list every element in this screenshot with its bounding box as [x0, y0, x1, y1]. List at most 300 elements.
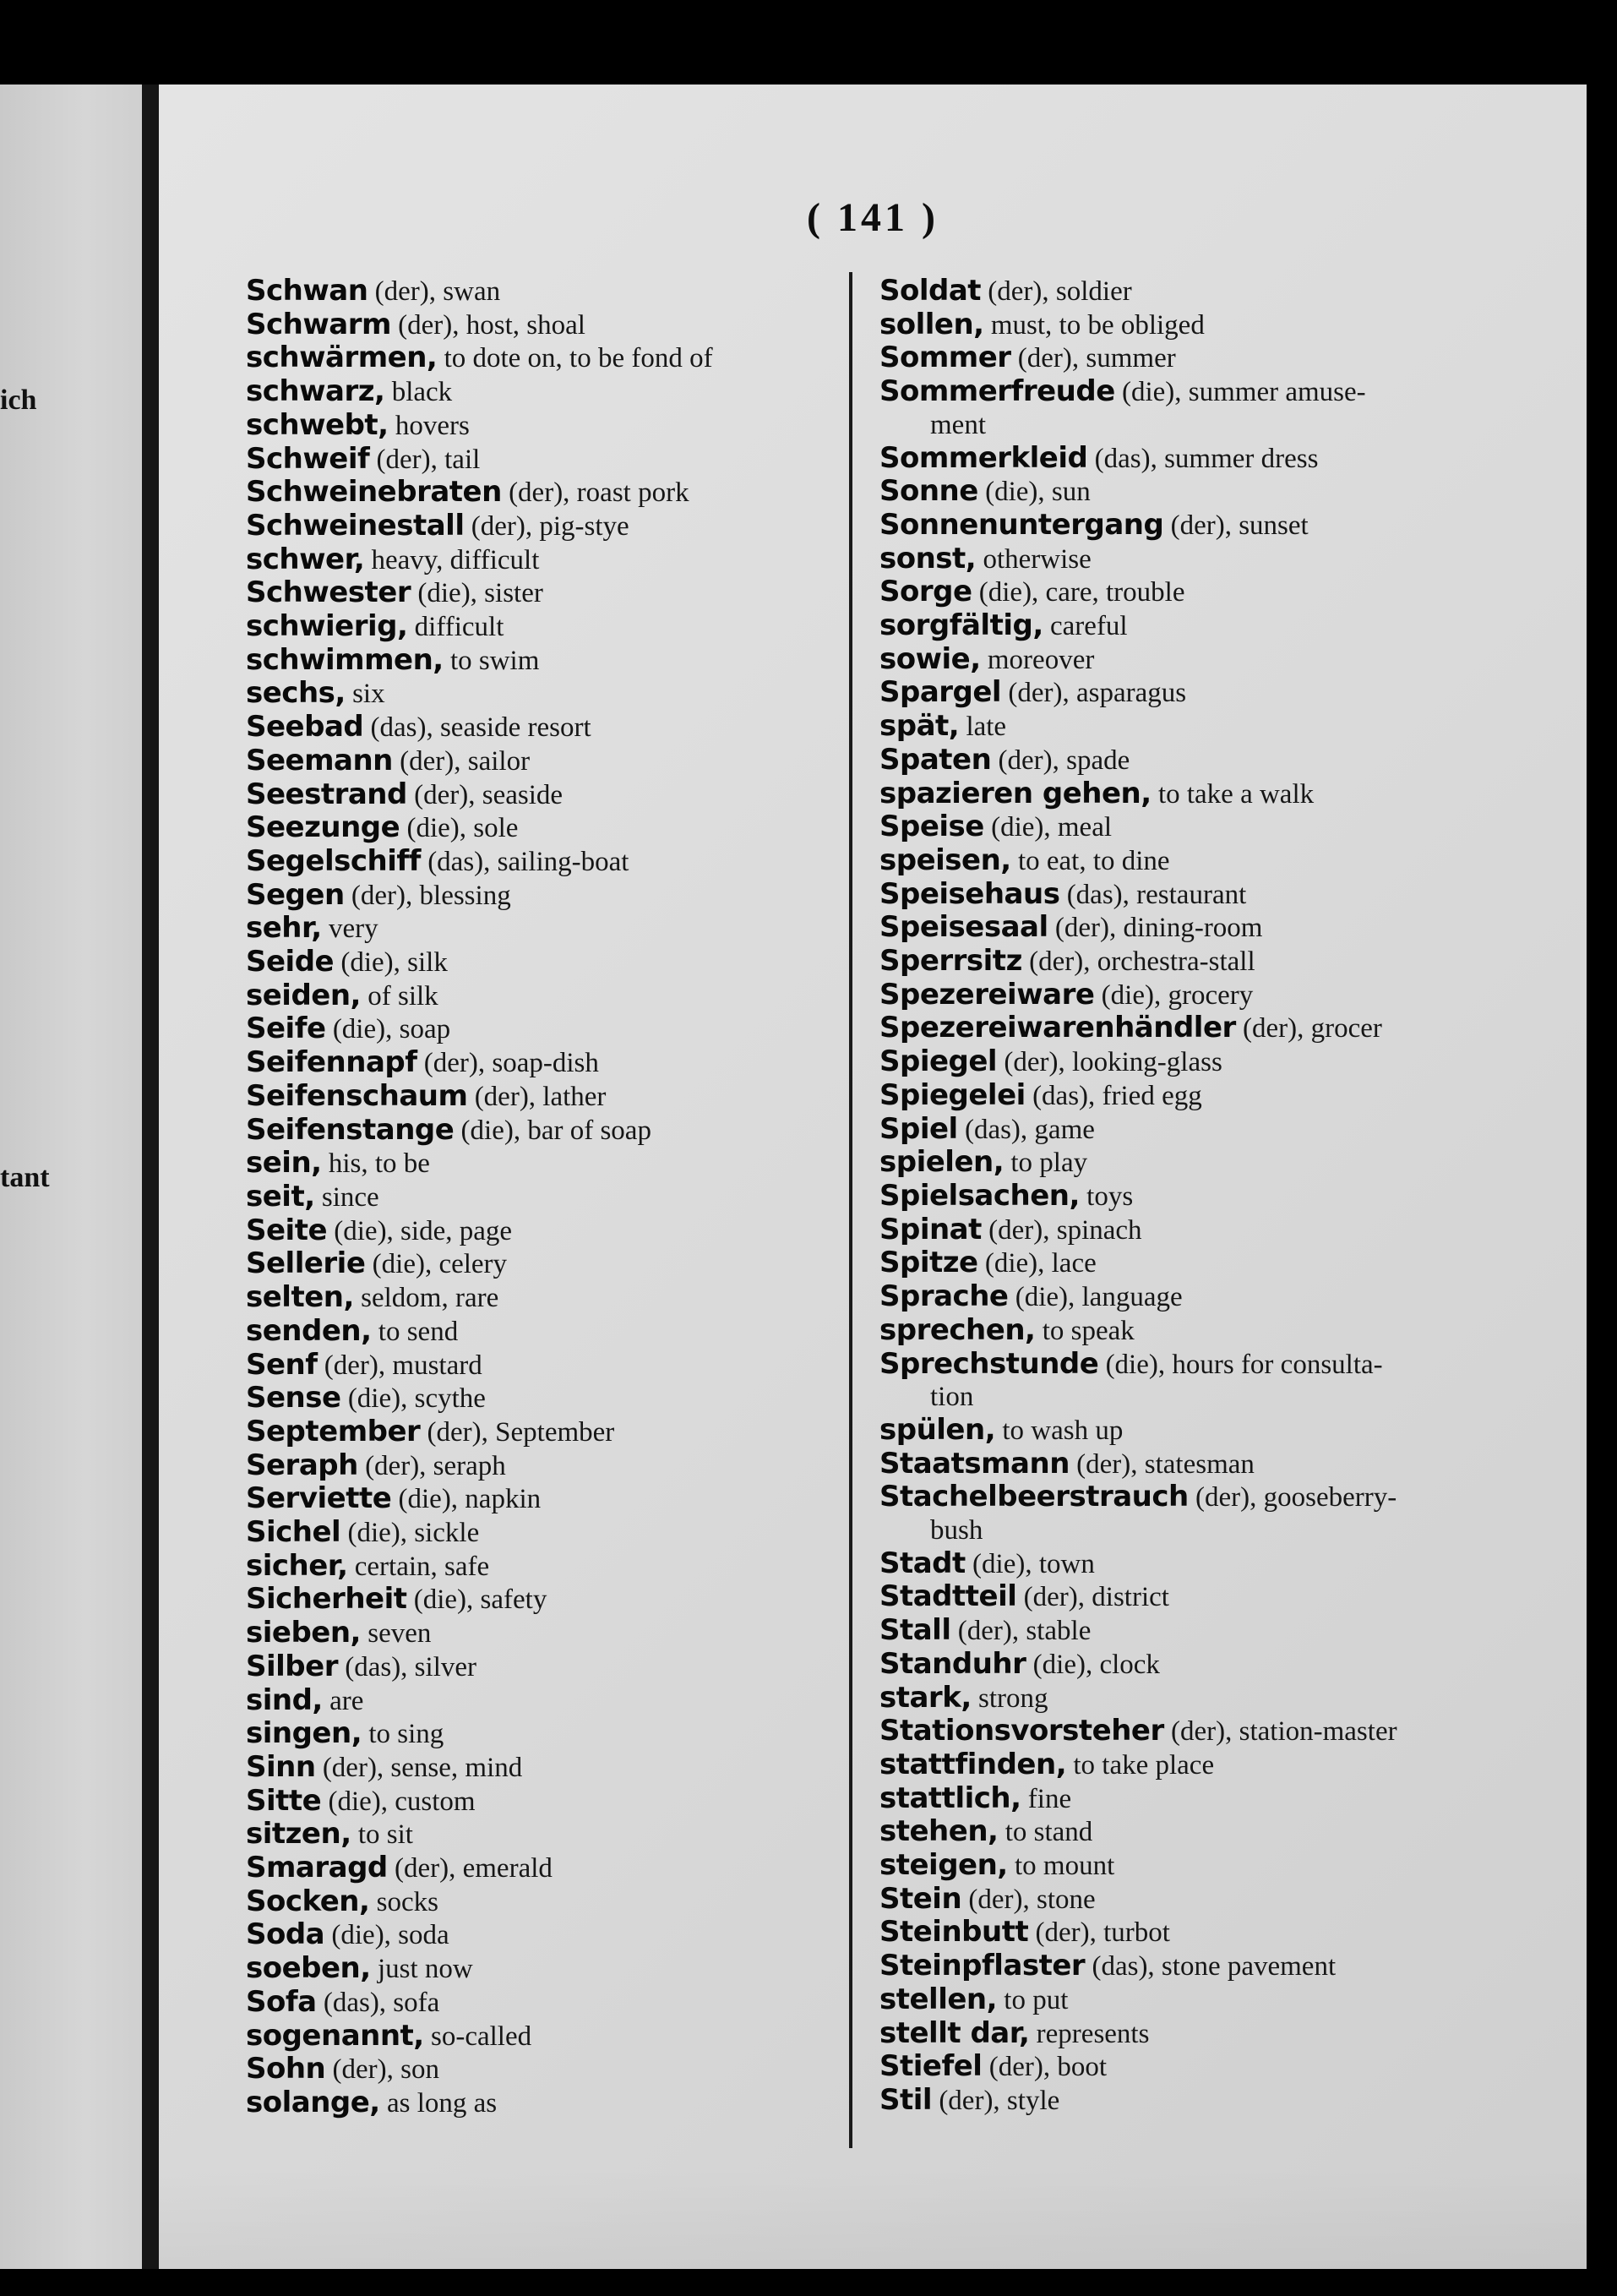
dictionary-entry: [246, 811, 871, 845]
entry-headword: Schweinestall: [246, 508, 465, 543]
entry-definition: (der), roast pork: [501, 477, 689, 509]
entry-definition: (die), soap: [325, 1014, 451, 1045]
entry-headword: Sperrsitz: [879, 944, 1022, 979]
entry-definition: just now: [370, 1954, 473, 1985]
entry-definition: (der), lather: [467, 1081, 607, 1112]
entry-definition: (das), seaside resort: [363, 712, 591, 744]
dictionary-entry: [246, 778, 871, 812]
dictionary-entry: [879, 375, 1505, 441]
entry-headword: sorgfältig,: [879, 608, 1043, 643]
entry-definition: six: [345, 679, 385, 710]
dictionary-entry: [879, 1448, 1505, 1481]
entry-headword: sonst,: [879, 541, 977, 575]
entry-headword: spazieren gehen,: [879, 776, 1152, 810]
entry-headword: Spinat: [879, 1212, 982, 1246]
entry-definition: otherwise: [976, 543, 1092, 575]
entry-definition: so-called: [423, 2021, 532, 2052]
entry-headword: Soldat: [879, 274, 982, 308]
entry-definition: (die), soda: [324, 1920, 449, 1951]
entry-headword: Silber: [246, 1649, 338, 1683]
entry-headword: sitzen,: [246, 1817, 351, 1852]
entry-headword: Speisehaus: [879, 876, 1060, 911]
page-shading: [159, 2168, 1587, 2269]
entry-definition: (der), stable: [950, 1616, 1092, 1647]
entry-definition: (der), turbot: [1028, 1917, 1170, 1949]
entry-definition: (die), sister: [411, 578, 543, 609]
dictionary-entry: [246, 275, 871, 308]
dictionary-entry: [246, 946, 871, 979]
entry-definition: (der), sunset: [1163, 510, 1309, 541]
entry-continuation: bush: [930, 1515, 983, 1546]
entry-definition: (der), seraph: [357, 1450, 506, 1481]
dictionary-entry: [879, 1146, 1505, 1180]
entry-headword: Seide: [246, 945, 335, 979]
dictionary-entry: [879, 1815, 1505, 1849]
dictionary-entry: [879, 1246, 1505, 1280]
entry-definition: (die), town: [965, 1548, 1095, 1579]
entry-definition: (das), summer dress: [1087, 443, 1319, 474]
entry-definition: (der), grocer: [1235, 1013, 1382, 1044]
entry-definition: (die), hours for consulta-: [1098, 1349, 1383, 1380]
dictionary-entry: [246, 1114, 871, 1148]
entry-definition: (das), restaurant: [1059, 879, 1247, 910]
entry-definition: (der), summer: [1010, 343, 1176, 374]
entry-headword: Seifennapf: [246, 1045, 417, 1080]
dictionary-entry: [246, 2020, 871, 2053]
entry-headword: Senf: [246, 1347, 318, 1382]
entry-definition: (der), orchestra-stall: [1021, 946, 1255, 978]
entry-definition: (der), mustard: [317, 1350, 482, 1381]
entry-headword: schwierig,: [246, 609, 408, 644]
entry-definition: (die), napkin: [391, 1484, 542, 1515]
entry-headword: Sommerkleid: [879, 440, 1088, 475]
dictionary-entry: [879, 442, 1505, 476]
entry-headword: stattfinden,: [879, 1747, 1067, 1781]
dictionary-entry: [246, 644, 871, 678]
previous-page-edge: [0, 85, 142, 2269]
entry-definition: very: [321, 913, 378, 945]
dictionary-entry: [879, 2084, 1505, 2118]
entry-definition: (die), sickle: [340, 1518, 480, 1549]
dictionary-entry: [246, 1550, 871, 1584]
dictionary-entry: [246, 1617, 871, 1650]
book-gutter: [142, 85, 159, 2269]
dictionary-entry: [246, 1315, 871, 1349]
entry-headword: Schwester: [246, 575, 411, 610]
dictionary-entry: [246, 543, 871, 577]
dictionary-entry: [879, 275, 1505, 308]
dictionary-entry: [879, 1682, 1505, 1715]
entry-definition: to take a walk: [1151, 778, 1315, 810]
dictionary-entry: [879, 676, 1505, 710]
dictionary-entry: [246, 375, 871, 409]
dictionary-entry: [246, 677, 871, 711]
entry-definition: seldom, rare: [353, 1283, 499, 1314]
entry-definition: must, to be obliged: [983, 309, 1205, 341]
entry-headword: Spaten: [879, 742, 992, 777]
entry-definition: to send: [371, 1316, 459, 1347]
dictionary-entry: [246, 576, 871, 610]
dictionary-entry: [879, 643, 1505, 677]
entry-headword: sicher,: [246, 1548, 348, 1583]
entry-headword: selten,: [246, 1280, 354, 1315]
dictionary-entry: [246, 1818, 871, 1852]
entry-headword: Sinn: [246, 1749, 316, 1784]
entry-definition: (der), spade: [991, 744, 1130, 776]
dictionary-entry: [246, 1281, 871, 1315]
entry-headword: stellen,: [879, 1982, 998, 2016]
entry-headword: Stadt: [879, 1546, 966, 1580]
dictionary-entry: [879, 1414, 1505, 1448]
entry-definition: heavy, difficult: [364, 544, 540, 575]
entry-headword: stark,: [879, 1680, 972, 1715]
entry-definition: his, to be: [321, 1148, 430, 1180]
entry-headword: Seemann: [246, 743, 393, 777]
dictionary-entry: [246, 1785, 871, 1819]
left-column: [246, 275, 871, 2120]
dictionary-entry: [879, 1883, 1505, 1917]
dictionary-entry: [879, 308, 1505, 342]
dictionary-entry: [246, 1516, 871, 1550]
entry-headword: Seife: [246, 1012, 326, 1046]
entry-definition: (der), gooseberry-: [1188, 1482, 1397, 1513]
entry-definition: (die), celery: [365, 1249, 508, 1280]
entry-headword: sprechen,: [879, 1312, 1036, 1347]
dictionary-entry: [879, 777, 1505, 811]
entry-headword: Sprache: [879, 1279, 1009, 1314]
dictionary-entry: [879, 475, 1505, 509]
dictionary-entry: [246, 2053, 871, 2086]
entry-headword: Sense: [246, 1381, 341, 1415]
dictionary-entry: [879, 1213, 1505, 1247]
entry-definition: to swim: [443, 645, 540, 676]
entry-definition: (die), care, trouble: [972, 577, 1185, 608]
entry-headword: schwärmen,: [246, 341, 438, 375]
entry-definition: (der), swan: [368, 276, 501, 307]
entry-definition: (die), silk: [334, 947, 448, 979]
dictionary-entry: [246, 1918, 871, 1952]
dictionary-entry: [879, 1715, 1505, 1748]
entry-headword: Segelschiff: [246, 843, 421, 878]
entry-headword: senden,: [246, 1313, 372, 1348]
entry-definition: (das), fried egg: [1025, 1080, 1202, 1111]
dictionary-entry: [879, 2017, 1505, 2051]
entry-definition: (der), dining-room: [1048, 913, 1263, 944]
entry-headword: spät,: [879, 709, 960, 744]
entry-definition: (die), bar of soap: [454, 1115, 651, 1146]
entry-headword: Sonnenuntergang: [879, 507, 1164, 542]
previous-page-fragment: tant: [0, 1162, 50, 1193]
entry-headword: Schwan: [246, 274, 368, 308]
entry-headword: Seifenschaum: [246, 1078, 468, 1113]
entry-definition: are: [322, 1685, 364, 1716]
entry-headword: Schweinebraten: [246, 475, 502, 510]
entry-definition: (der), stone: [961, 1884, 1096, 1915]
dictionary-entry: [246, 1012, 871, 1046]
entry-headword: sechs,: [246, 676, 346, 711]
dictionary-entry: [246, 1751, 871, 1785]
dictionary-entry: [246, 1349, 871, 1383]
entry-definition: to speak: [1035, 1315, 1135, 1346]
entry-headword: Spielsachen,: [879, 1178, 1080, 1213]
entry-definition: (die), side, page: [327, 1215, 513, 1246]
dictionary-entry: [246, 879, 871, 913]
entry-definition: (der), host, shoal: [390, 309, 585, 341]
entry-headword: spülen,: [879, 1412, 996, 1447]
entry-headword: sehr,: [246, 911, 322, 946]
dictionary-entry: [879, 1481, 1505, 1546]
entry-headword: Segen: [246, 877, 345, 912]
entry-headword: Seestrand: [246, 777, 407, 811]
dictionary-entry: [246, 510, 871, 543]
dictionary-page: [159, 85, 1587, 2269]
dictionary-entry: [246, 1181, 871, 1214]
entry-definition: as long as: [379, 2087, 498, 2119]
dictionary-entry: [246, 744, 871, 778]
entry-headword: sind,: [246, 1682, 323, 1717]
entry-headword: Sellerie: [246, 1246, 366, 1281]
entry-definition: to stand: [998, 1817, 1093, 1848]
entry-headword: Stein: [879, 1881, 962, 1916]
entry-headword: Steinbutt: [879, 1915, 1029, 1950]
dictionary-entry: [246, 1852, 871, 1885]
dictionary-entry: [879, 911, 1505, 945]
entry-definition: socks: [369, 1886, 438, 1917]
dictionary-entry: [246, 1382, 871, 1415]
dictionary-entry: [246, 308, 871, 342]
entry-continuation: tion: [930, 1382, 974, 1413]
dictionary-entry: [879, 1648, 1505, 1682]
entry-definition: fine: [1021, 1783, 1072, 1814]
entry-definition: strong: [971, 1682, 1048, 1714]
dictionary-entry: [879, 1045, 1505, 1079]
entry-headword: Socken,: [246, 1884, 370, 1918]
dictionary-entry: [246, 1080, 871, 1114]
entry-definition: (die), lace: [977, 1248, 1097, 1279]
dictionary-entry: [879, 1782, 1505, 1816]
entry-headword: sogenannt,: [246, 2018, 424, 2053]
entry-headword: Spiegelei: [879, 1077, 1026, 1112]
dictionary-entry: [246, 443, 871, 477]
entry-definition: (der), tail: [369, 444, 481, 475]
entry-headword: Spiel: [879, 1111, 958, 1146]
entry-headword: solange,: [246, 2085, 380, 2119]
entry-headword: Stall: [879, 1613, 951, 1648]
entry-headword: Sommerfreude: [879, 374, 1115, 409]
entry-definition: represents: [1029, 2018, 1150, 2049]
entry-definition: difficult: [407, 612, 504, 643]
entry-definition: (die), sun: [977, 477, 1091, 508]
entry-headword: schwimmen,: [246, 642, 444, 677]
entry-definition: (der), looking-glass: [997, 1047, 1222, 1078]
entry-definition: (der), soldier: [981, 276, 1132, 307]
dictionary-entry: [879, 1983, 1505, 2017]
dictionary-entry: [879, 1180, 1505, 1213]
entry-definition: (die), grocery: [1094, 979, 1254, 1011]
dictionary-entry: [879, 744, 1505, 777]
entry-headword: Seebad: [246, 710, 364, 744]
entry-definition: (die), custom: [321, 1786, 476, 1817]
dictionary-entry: [246, 476, 871, 510]
dictionary-entry: [879, 543, 1505, 576]
entry-definition: to eat, to dine: [1010, 845, 1170, 876]
entry-headword: Standuhr: [879, 1646, 1026, 1681]
dictionary-entry: [246, 1449, 871, 1483]
entry-headword: spielen,: [879, 1145, 1004, 1180]
entry-definition: to mount: [1007, 1851, 1115, 1882]
dictionary-entry: [879, 575, 1505, 609]
entry-definition: to sit: [351, 1819, 413, 1851]
dictionary-entry: [246, 1717, 871, 1751]
entry-headword: Seite: [246, 1213, 328, 1247]
dictionary-entry: [879, 844, 1505, 878]
entry-definition: (der), style: [932, 2085, 1060, 2116]
dictionary-entry: [246, 610, 871, 644]
dictionary-entry: [246, 341, 871, 375]
dictionary-entry: [879, 1748, 1505, 1782]
dictionary-entry: [879, 710, 1505, 744]
entry-definition: (der), emerald: [387, 1853, 553, 1884]
entry-definition: (die), summer amuse-: [1114, 377, 1366, 408]
entry-definition: since: [314, 1181, 379, 1213]
dictionary-entry: [879, 1950, 1505, 1983]
entry-headword: Seifenstange: [246, 1112, 455, 1147]
entry-definition: (der), station-master: [1163, 1716, 1397, 1748]
entry-definition: (der), son: [325, 2054, 439, 2086]
dictionary-entry: [246, 1482, 871, 1516]
entry-definition: (das), stone pavement: [1085, 1951, 1337, 1982]
entry-headword: Smaragd: [246, 1851, 388, 1885]
entry-definition: (der), blessing: [344, 880, 511, 911]
entry-headword: Stiefel: [879, 2049, 983, 2084]
dictionary-entry: [879, 609, 1505, 643]
entry-headword: Sitte: [246, 1783, 322, 1818]
entry-headword: Speisesaal: [879, 910, 1048, 945]
dictionary-entry: [246, 1952, 871, 1986]
page-number: ( 141 ): [807, 195, 939, 240]
entry-headword: Sohn: [246, 2052, 326, 2086]
entry-headword: Seraph: [246, 1448, 358, 1482]
dictionary-entry: [246, 1650, 871, 1684]
entry-headword: Spezereiware: [879, 977, 1095, 1012]
entry-definition: late: [959, 712, 1007, 743]
entry-definition: (der), pig-stye: [464, 510, 629, 542]
dictionary-entry: [879, 1348, 1505, 1414]
entry-definition: (der), sense, mind: [315, 1752, 523, 1783]
entry-definition: (der), September: [420, 1416, 615, 1448]
entry-headword: Sprechstunde: [879, 1346, 1099, 1381]
dictionary-entry: [246, 1214, 871, 1248]
entry-headword: speisen,: [879, 843, 1011, 877]
entry-definition: (die), clock: [1026, 1649, 1160, 1680]
entry-headword: Spezereiwarenhändler: [879, 1011, 1236, 1045]
entry-definition: (das), game: [957, 1114, 1095, 1145]
right-column: [879, 275, 1505, 2118]
dictionary-entry: [246, 1147, 871, 1181]
dictionary-entry: [879, 341, 1505, 375]
entry-definition: black: [384, 377, 453, 408]
dictionary-entry: [246, 2086, 871, 2120]
entry-headword: sollen,: [879, 307, 984, 341]
dictionary-entry: [879, 1916, 1505, 1950]
entry-headword: Serviette: [246, 1481, 392, 1516]
entry-definition: (der), boot: [982, 2052, 1108, 2083]
dictionary-entry: [879, 979, 1505, 1012]
entry-definition: (die), scythe: [340, 1383, 486, 1415]
entry-headword: steigen,: [879, 1848, 1008, 1883]
dictionary-entry: [879, 878, 1505, 912]
dictionary-entry: [879, 509, 1505, 543]
dictionary-entry: [879, 1012, 1505, 1045]
dictionary-entry: [879, 1280, 1505, 1314]
dictionary-entry: [246, 845, 871, 879]
entry-headword: singen,: [246, 1716, 362, 1751]
entry-definition: to play: [1004, 1148, 1088, 1179]
entry-headword: soeben,: [246, 1951, 371, 1986]
entry-definition: (die), sole: [400, 813, 519, 844]
dictionary-entry: [879, 1113, 1505, 1147]
dictionary-entry: [879, 2050, 1505, 2084]
entry-headword: seiden,: [246, 978, 361, 1012]
dictionary-entry: [246, 979, 871, 1013]
entry-headword: Schwarm: [246, 307, 391, 341]
dictionary-entry: [246, 1986, 871, 2020]
entry-headword: Sonne: [879, 474, 978, 509]
dictionary-entry: [879, 1849, 1505, 1883]
dictionary-entry: [246, 711, 871, 744]
entry-headword: sowie,: [879, 641, 981, 676]
entry-headword: schwer,: [246, 542, 365, 576]
dictionary-entry: [879, 945, 1505, 979]
entry-headword: stehen,: [879, 1814, 999, 1849]
entry-headword: Staatsmann: [879, 1446, 1070, 1481]
entry-headword: Stachelbeerstrauch: [879, 1480, 1189, 1514]
entry-definition: of silk: [360, 980, 438, 1012]
entry-definition: (der), spinach: [981, 1214, 1142, 1246]
dictionary-entry: [879, 1614, 1505, 1648]
dictionary-entry: [246, 1247, 871, 1281]
previous-page-fragment: ich: [0, 384, 37, 416]
entry-definition: (der), statesman: [1069, 1448, 1255, 1480]
entry-definition: to take place: [1066, 1749, 1215, 1781]
dictionary-entry: [879, 1314, 1505, 1348]
dictionary-entry: [879, 1580, 1505, 1614]
entry-headword: seit,: [246, 1179, 315, 1213]
dictionary-entry: [246, 1885, 871, 1919]
entry-definition: seven: [360, 1618, 432, 1650]
entry-headword: Spargel: [879, 675, 1002, 710]
entry-definition: (der), sailor: [392, 745, 531, 777]
entry-headword: Speise: [879, 810, 984, 844]
entry-headword: Steinpflaster: [879, 1949, 1086, 1983]
entry-definition: (die), safety: [406, 1584, 547, 1616]
dictionary-entry: [246, 1046, 871, 1080]
entry-headword: stattlich,: [879, 1781, 1021, 1815]
entry-definition: (der), asparagus: [1001, 678, 1187, 709]
dictionary-entry: [879, 810, 1505, 844]
entry-definition: (das), sailing-boat: [420, 846, 629, 877]
dictionary-entry: [879, 1079, 1505, 1113]
entry-definition: (die), language: [1008, 1282, 1183, 1313]
entry-headword: schwarz,: [246, 374, 385, 409]
entry-definition: (die), meal: [983, 812, 1113, 843]
entry-headword: Stationsvorsteher: [879, 1714, 1164, 1748]
entry-definition: moreover: [980, 644, 1095, 675]
entry-definition: (das), sofa: [316, 1987, 440, 2018]
entry-headword: Sorge: [879, 575, 972, 609]
dictionary-entry: [246, 1583, 871, 1617]
entry-continuation: ment: [930, 409, 986, 440]
